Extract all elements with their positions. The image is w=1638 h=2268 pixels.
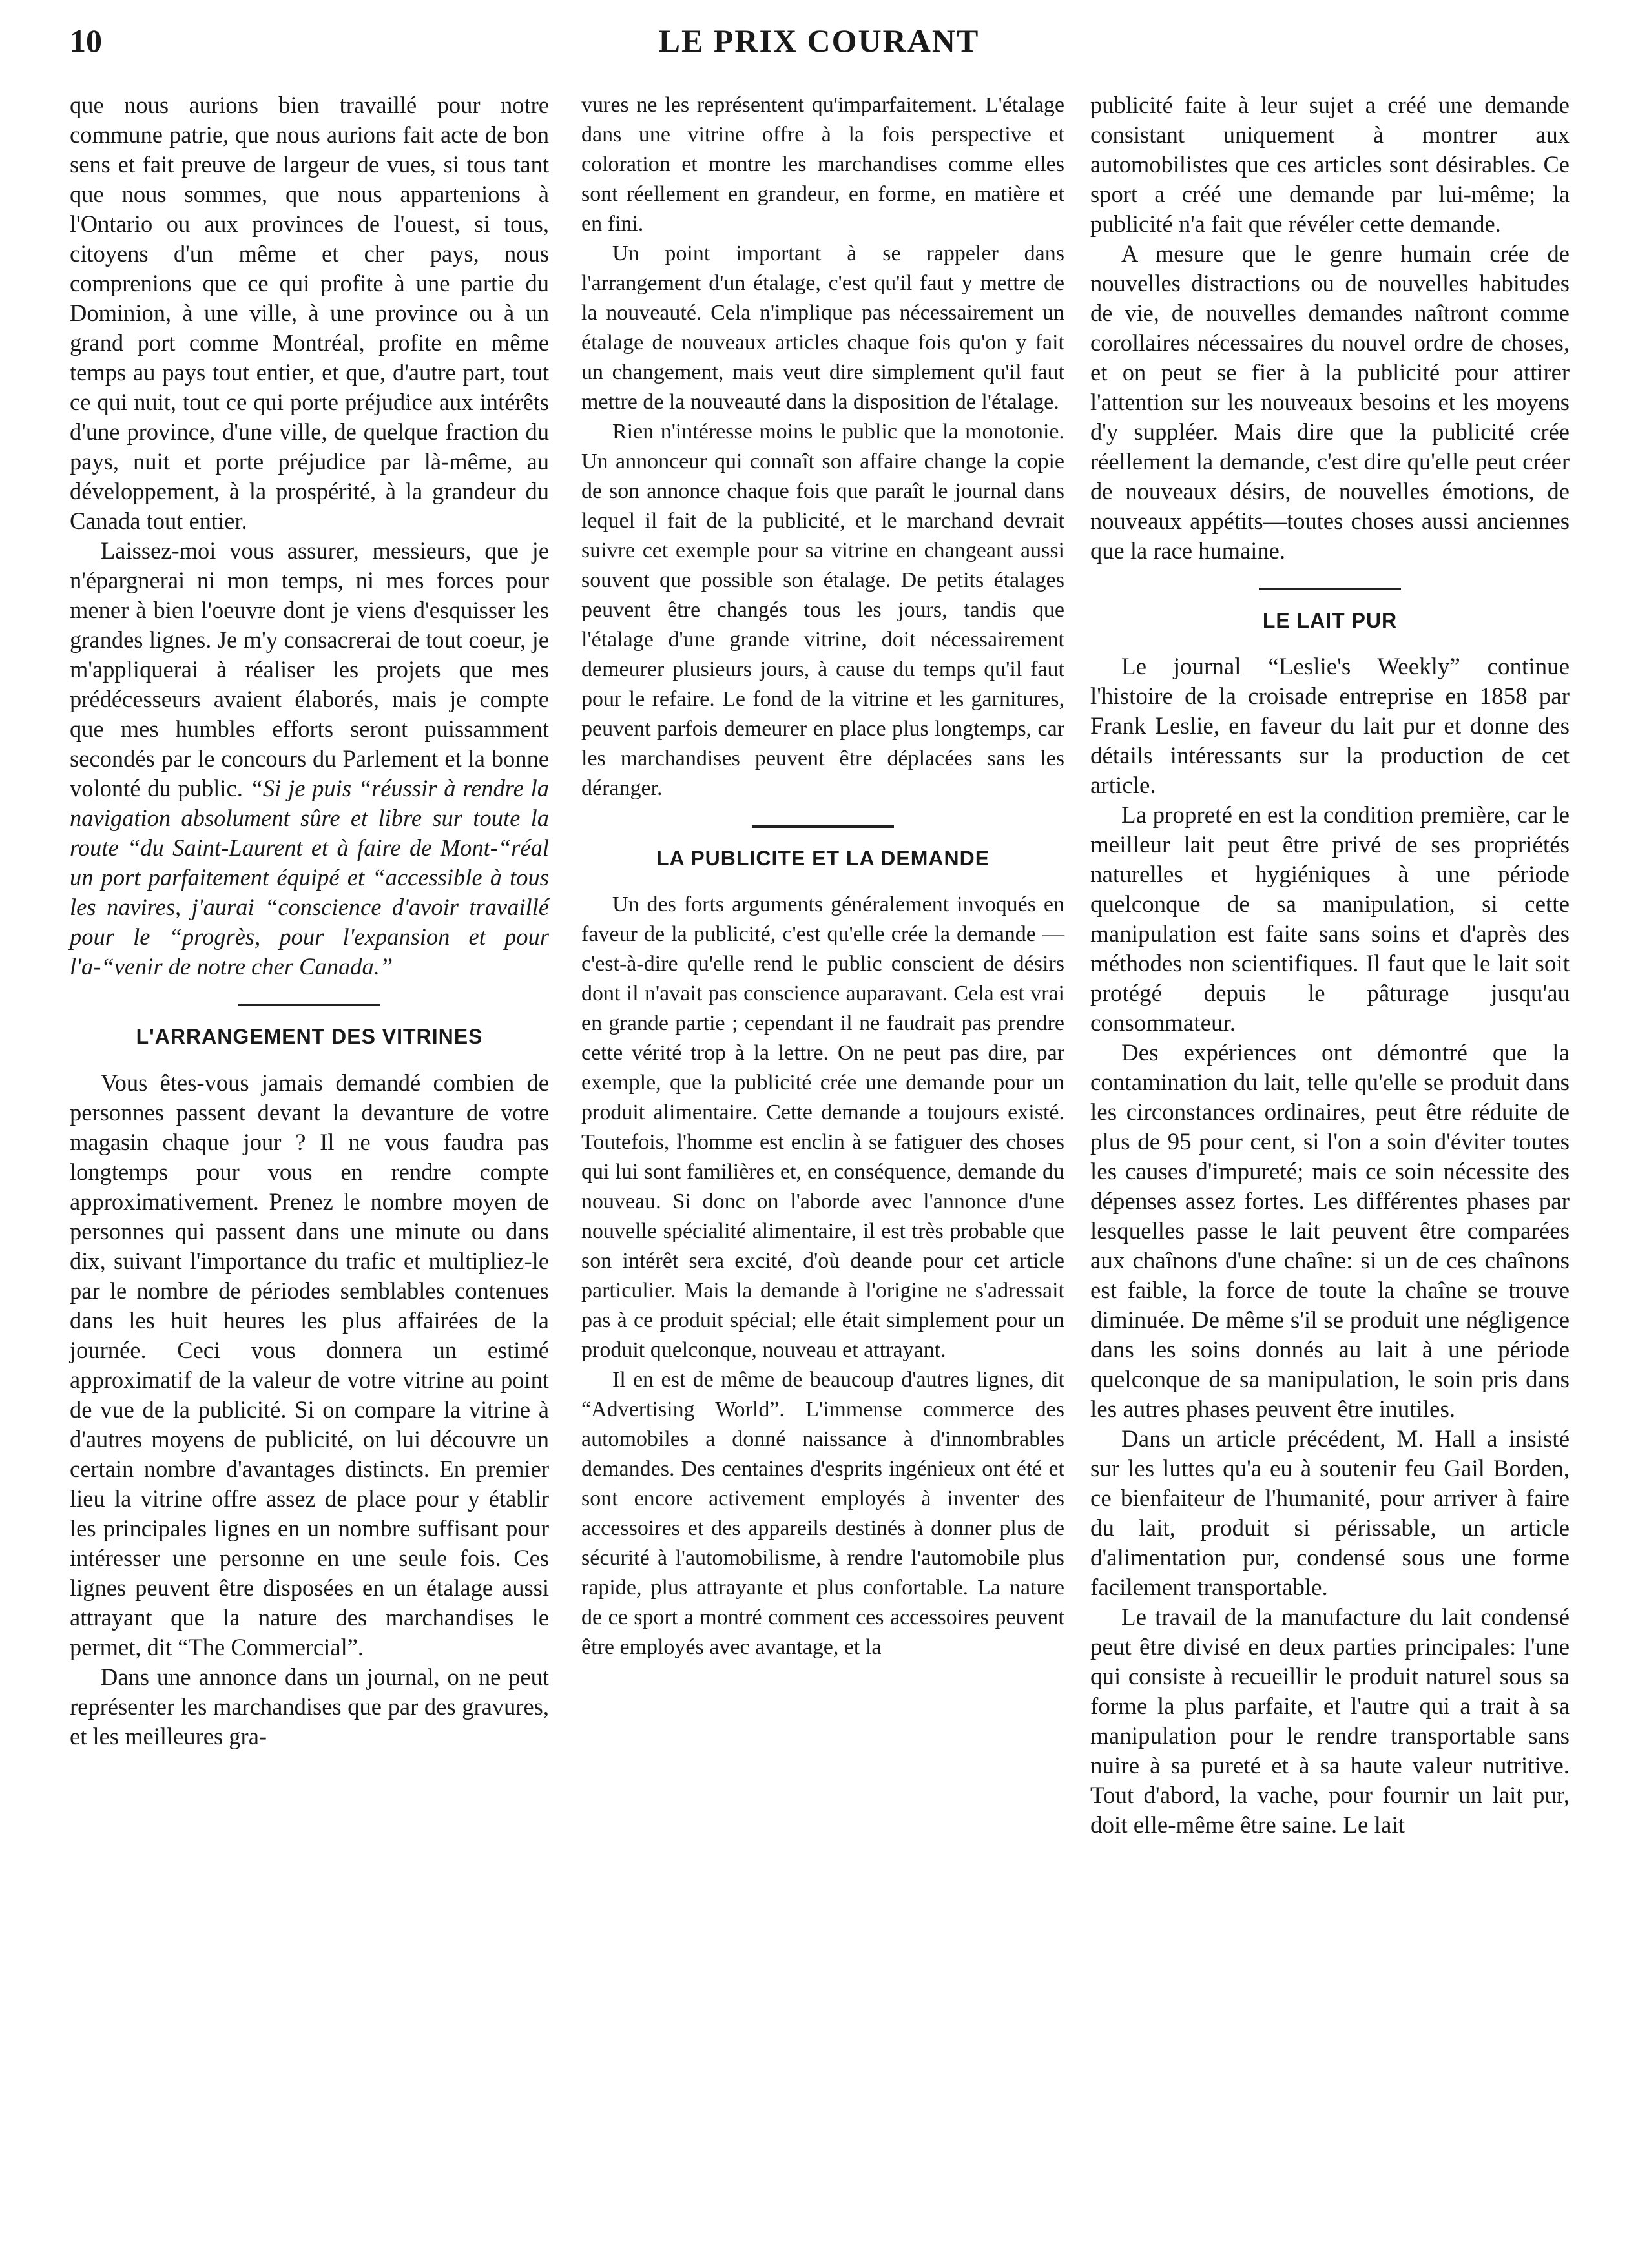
section-divider	[1259, 588, 1401, 590]
page-number: 10	[70, 23, 102, 59]
paragraph: La propreté en est la condition première, car le meilleur lait peut être privé de ses propriétés naturelles et hygiéniques à une période quelconque de sa manipulation, si cette manipulation est faite sans soins et d'après des méthodes non scientifiques. Il faut que le lait soit protégé depuis le pâturage jusqu'au consommateur.	[1090, 802, 1570, 1036]
paragraph: publicité faite à leur sujet a créé une demande consistant uniquement à montrer aux automobilistes que ces articles sont désirables. Ce sport a créé une demande par lui-même; la publicité n'a fait que révéler cette demande.	[1090, 92, 1570, 237]
paragraph: Dans une annonce dans un journal, on ne peut représenter les marchandises que par des gravures, et les meilleures gra-	[70, 1664, 549, 1749]
paragraph: Un des forts arguments généralement invoqués en faveur de la publicité, c'est qu'elle crée la demande — c'est-à-dire qu'elle rend le public conscient de désirs dont il n'avait pas conscience auparavant. Cela est vrai en grande partie ; cependant il ne faudrait pas prendre cette vérité trop à la lettre. On ne peut pas dire, par exemple, que la publicité crée une demande pour un produit alimentaire. Cette demande a toujours existé. Toutefois, l'homme est enclin à se fatiguer des choses qui lui sont familières et, en conséquence, demande du nouveau. Si donc on l'aborde avec l'annonce d'une nouvelle spécialité alimentaire, il est très probable que son intérêt sera excité, d'où deande pour cet article particulier. Mais la demande à l'origine ne s'adressait pas à ce produit spécial; elle était simplement pour un produit quelconque, nouveau et attrayant.	[581, 892, 1064, 1362]
paragraph: Le travail de la manufacture du lait condensé peut être divisé en deux parties principales: l'une qui consiste à recueillir le produit naturel sous sa forme la plus parfaite, et l'autre qui a trait à sa manipulation pour le rendre transportable sans nuire à sa pureté et à sa haute valeur nutritive. Tout d'abord, la vache, pour fournir un lait pur, doit elle-même être saine. Le lait	[1090, 1604, 1570, 1839]
italic-quote: “Si je puis “réussir à rendre la navigation absolument sûre et libre sur toute la route “du Saint-Laurent et à faire de Mont-“réal un port parfaitement équipé et “accessible à tous les navires, j'aurai “conscience d'avoir travaillé pour le “progrès, pour l'expansion et pour l'a-“venir de notre cher Canada.”	[70, 775, 550, 980]
section-divider	[238, 1004, 380, 1006]
section-divider	[752, 825, 894, 828]
paragraph: Il en est de même de beaucoup d'autres lignes, dit “Advertising World”. L'immense commerce des automobiles a donné naissance à d'innombrables demandes. Des centaines d'esprits ingénieux ont été et sont encore activement employés à inventer des accessoires et des appareils destinés à donner plus de sécurité à l'automobilisme, à rendre l'automobile plus rapide, plus attrayante et plus confortable. La nature de ce sport a montré comment ces accessoires peuvent être employés avec avantage, et la	[581, 1368, 1064, 1659]
paragraph: Dans un article précédent, M. Hall a insisté sur les luttes qu'a eu à soutenir feu Gail Borden, ce bienfaiteur de l'humanité, pour arriver à faire du lait, produit si périssable, un article d'alimentation pur, condensé sous une forme facilement transportable.	[1090, 1426, 1570, 1601]
paragraph: Un point important à se rappeler dans l'arrangement d'un étalage, c'est qu'il faut y mettre de la nouveauté. Cela n'implique pas nécessairement un étalage de nouveaux articles chaque fois qu'on y fait un changement, mais veut dire simplement qu'il faut mettre de la nouveauté dans la disposition de l'étalage.	[581, 242, 1064, 414]
paragraph: Rien n'intéresse moins le public que la monotonie. Un annonceur qui connaît son affaire change la copie de son annonce chaque fois que paraît le journal dans lequel il fait de la publicité, et le marchand devrait suivre cet exemple pour sa vitrine en changeant aussi souvent que possible son étalage. De petits étalages peuvent être changés tous les jours, tandis que l'étalage d'une grande vitrine, doit nécessairement demeurer plusieurs jours, à cause du temps qu'il faut pour le refaire. Le fond de la vitrine et les garnitures, peuvent parfois demeurer en place plus longtemps, car les marchandises peuvent être déplacées sans les déranger.	[581, 420, 1064, 800]
article-heading: L'ARRANGEMENT DES VITRINES	[136, 1025, 483, 1048]
paragraph	[70, 536, 549, 982]
paragraph: Le journal “Leslie's Weekly” continue l'histoire de la croisade entreprise en 1858 par Frank Leslie, en faveur du lait pur et donne des détails intéressants sur la production de cet article.	[1090, 654, 1570, 799]
paragraph: vures ne les représentent qu'imparfaitement. L'étalage dans une vitrine offre à la fois perspective et coloration et montre les marchandises comme elles sont réellement en grandeur, en forme, en matière et en fini.	[581, 93, 1064, 236]
paragraph: Vous êtes-vous jamais demandé combien de personnes passent devant la devanture de votre magasin chaque jour ? Il ne vous faudra pas longtemps pour vous en rendre compte approximativement. Prenez le nombre moyen de personnes qui passent dans une minute ou dans dix, suivant l'importance du trafic et multipliez-le par le nombre de périodes semblables contenues dans les huit heures les plus affairées de la journée. Ceci vous donnera un estimé approximatif de la valeur de votre vitrine au point de vue de la publicité. Si on compare la vitrine à d'autres moyens de publicité, on lui découvre un certain nombre d'avantages distincts. En premier lieu la vitrine offre assez de place pour y établir les principales lignes en un nombre suffisant pour intéresser une personne en une seule fois. Ces lignes peuvent être disposées en un étalage aussi attrayant que la nature des marchandises le permet, dit “The Commercial”.	[70, 1069, 549, 1660]
paragraph: Des expériences ont démontré que la contamination du lait, telle qu'elle se produit dans les circonstances ordinaires, peut être réduite de plus de 95 pour cent, si l'on a soin d'éviter toutes les causes d'impureté; mais ce soin nécessite des dépenses assez fortes. Les différentes phases par lesquelles passe le lait peuvent être comparées aux chaînons d'une chaîne: si un de ces chaînons est faible, la force de toute la chaîne se trouve diminuée. De même s'il se produit une négligence dans les soins donnés au lait à une période quelconque de sa manipulation, le soin pris dans les autres phases peuvent être inutiles.	[1090, 1040, 1570, 1423]
article-heading: LE LAIT PUR	[1262, 609, 1398, 632]
column-1	[70, 90, 549, 1751]
column-2	[581, 90, 1064, 1662]
paragraph: A mesure que le genre humain crée de nouvelles distractions ou de nouvelles habitudes de vie, de nouvelles demandes naîtront comme corollaires nécessaires du nouvel ordre de choses, et on peut se fier à la publicité pour attirer l'attention sur les nouveaux besoins et les moyens d'y suppléer. Mais dire que la publicité crée réellement la demande, c'est dire qu'elle peut créer de nouveaux désirs, de nouvelles émotions, de nouveaux appétits—toutes choses aussi anciennes que la race humaine.	[1090, 240, 1570, 564]
article-body	[1090, 652, 1570, 1840]
masthead-title: LE PRIX COURANT	[658, 23, 980, 59]
article-heading: LA PUBLICITE ET LA DEMANDE	[656, 847, 990, 870]
column-3	[1090, 90, 1570, 1840]
paragraph: que nous aurions bien travaillé pour notre commune patrie, que nous aurions fait acte de bon sens et fait preuve de largeur de vues, si tous tant que nous sommes, que nous appartenions à l'Ontario ou aux provinces de l'ouest, si tous, citoyens d'un même et cher pays, nous comprenions que ce qui profite à une partie du Dominion, à une ville, à une province ou à un grand port comme Montréal, profite en même temps au pays tout entier, et que, d'autre part, tout ce qui nuit, tout ce qui porte préjudice aux intérêts d'une province, d'une ville, de quelque fraction du pays, nuit et porte préjudice par là-même, au développement, à la prospérité, à la grandeur du Canada tout entier.	[70, 92, 549, 534]
paragraph-text: Laissez-moi vous assurer, messieurs, que je n'épargnerai ni mon temps, ni mes forces pour mener à bien l'oeuvre dont je viens d'esquisser les grandes lignes. Je m'y consacrerai de tout coeur, je m'appliquerai à réaliser les projets que mes prédécesseurs avaient élaborés, mais je compte que mes humbles efforts seront puissamment secondés par le concours du Parlement et la bonne volonté du public.	[70, 537, 549, 801]
